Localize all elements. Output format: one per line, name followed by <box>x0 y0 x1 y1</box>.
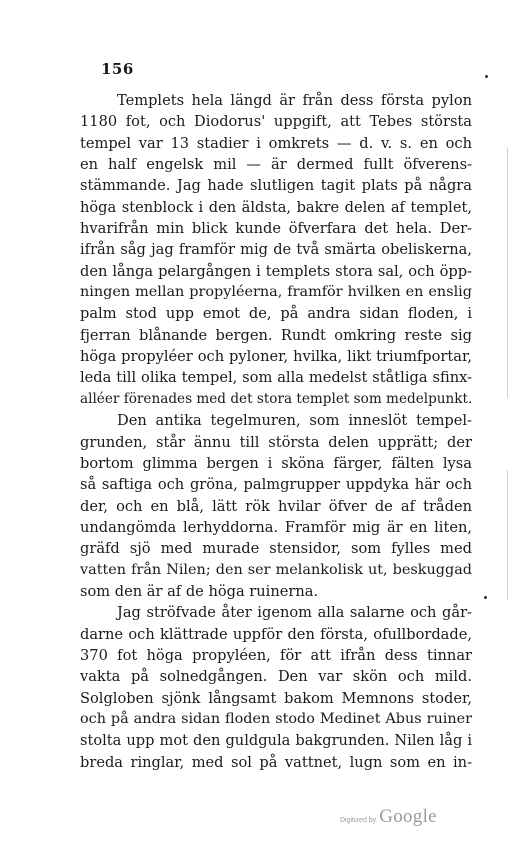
text-line: undangömda lerhyddorna. Framför mig är en liten, <box>80 518 472 536</box>
text-line: der, och en blå, lätt rök hvilar öfver de af tråden <box>80 497 472 515</box>
text-line: bortom glimma bergen i sköna färger, fälten lysa <box>80 454 472 472</box>
text-line: vatten från Nilen; den ser melankolisk ut, beskuggad <box>80 561 472 578</box>
text-line: Jag ströfvade åter igenom alla salarne och går- <box>117 604 472 622</box>
text-line: som den är af de höga ruinerna. <box>80 582 319 600</box>
text-line: hvarifrån min blick kunde öfverfara det hela. Der- <box>80 220 472 238</box>
digitized-by-label: Digitized by <box>340 817 377 824</box>
text-line: leda till olika tempel, som alla medelst ståtliga sfinx- <box>80 369 472 387</box>
page-number: 156 <box>101 60 134 78</box>
text-line: tempel var 13 stadier i omkrets — d. v. s. en och <box>80 134 472 152</box>
text-line: höga propyléer och pyloner, hvilka, likt triumfportar, <box>80 348 472 366</box>
text-line: palm stod upp emot de, på andra sidan floden, i <box>80 305 472 323</box>
text-line: ningen mellan propyléerna, framför hvilken en enslig <box>80 284 472 301</box>
text-line: Den antika tegelmuren, som inneslöt tempel- <box>117 412 472 430</box>
body-text <box>80 90 472 773</box>
digitized-by-google-watermark <box>340 806 437 828</box>
text-line: fjerran blånande bergen. Rundt omkring reste sig <box>80 326 472 344</box>
ink-speck <box>485 75 488 78</box>
google-logo: Google <box>379 806 437 827</box>
text-line: Templets hela längd är från dess första pylon <box>117 92 472 109</box>
text-line: breda ringlar, med sol på vattnet, lugn som en in- <box>80 753 472 771</box>
text-line: vakta på solnedgången. Den var skön och mild. <box>80 668 472 686</box>
page-edge-shadow <box>507 470 508 600</box>
text-line: alléer förenades med det stora templet som medelpunkt. <box>80 390 473 407</box>
text-line: darne och klättrade uppför den första, ofullbordade, <box>80 625 472 643</box>
text-line: den långa pelargången i templets stora sal, och öpp- <box>80 262 472 280</box>
text-line: så saftiga och gröna, palmgrupper uppdyka här och <box>80 476 472 494</box>
text-line: en half engelsk mil — är dermed fullt öfverens- <box>80 156 472 174</box>
text-line: 1180 fot, och Diodorus' uppgift, att Tebes största <box>80 113 472 131</box>
text-line: ifrån såg jag framför mig de två smärta obeliskerna, <box>80 241 472 259</box>
text-line: och på andra sidan floden stodo Medinet Abus ruiner <box>80 710 472 727</box>
text-line: grunden, står ännu till största delen upprätt; der <box>80 433 472 451</box>
text-line: 370 fot höga propyléen, för att ifrån dess tinnar <box>80 646 472 664</box>
ink-speck <box>484 596 487 599</box>
text-line: Solgloben sjönk långsamt bakom Memnons stoder, <box>80 689 472 707</box>
text-line: stolta upp mot den guldgula bakgrunden. Nilen låg i <box>80 732 472 750</box>
page-edge-shadow <box>507 148 508 398</box>
text-line: höga stenblock i den äldsta, bakre delen af templet, <box>80 198 472 216</box>
text-line: stämmande. Jag hade slutligen tagit plats på några <box>80 177 472 195</box>
text-line: gräfd sjö med murade stensidor, som fylles med <box>80 540 472 558</box>
